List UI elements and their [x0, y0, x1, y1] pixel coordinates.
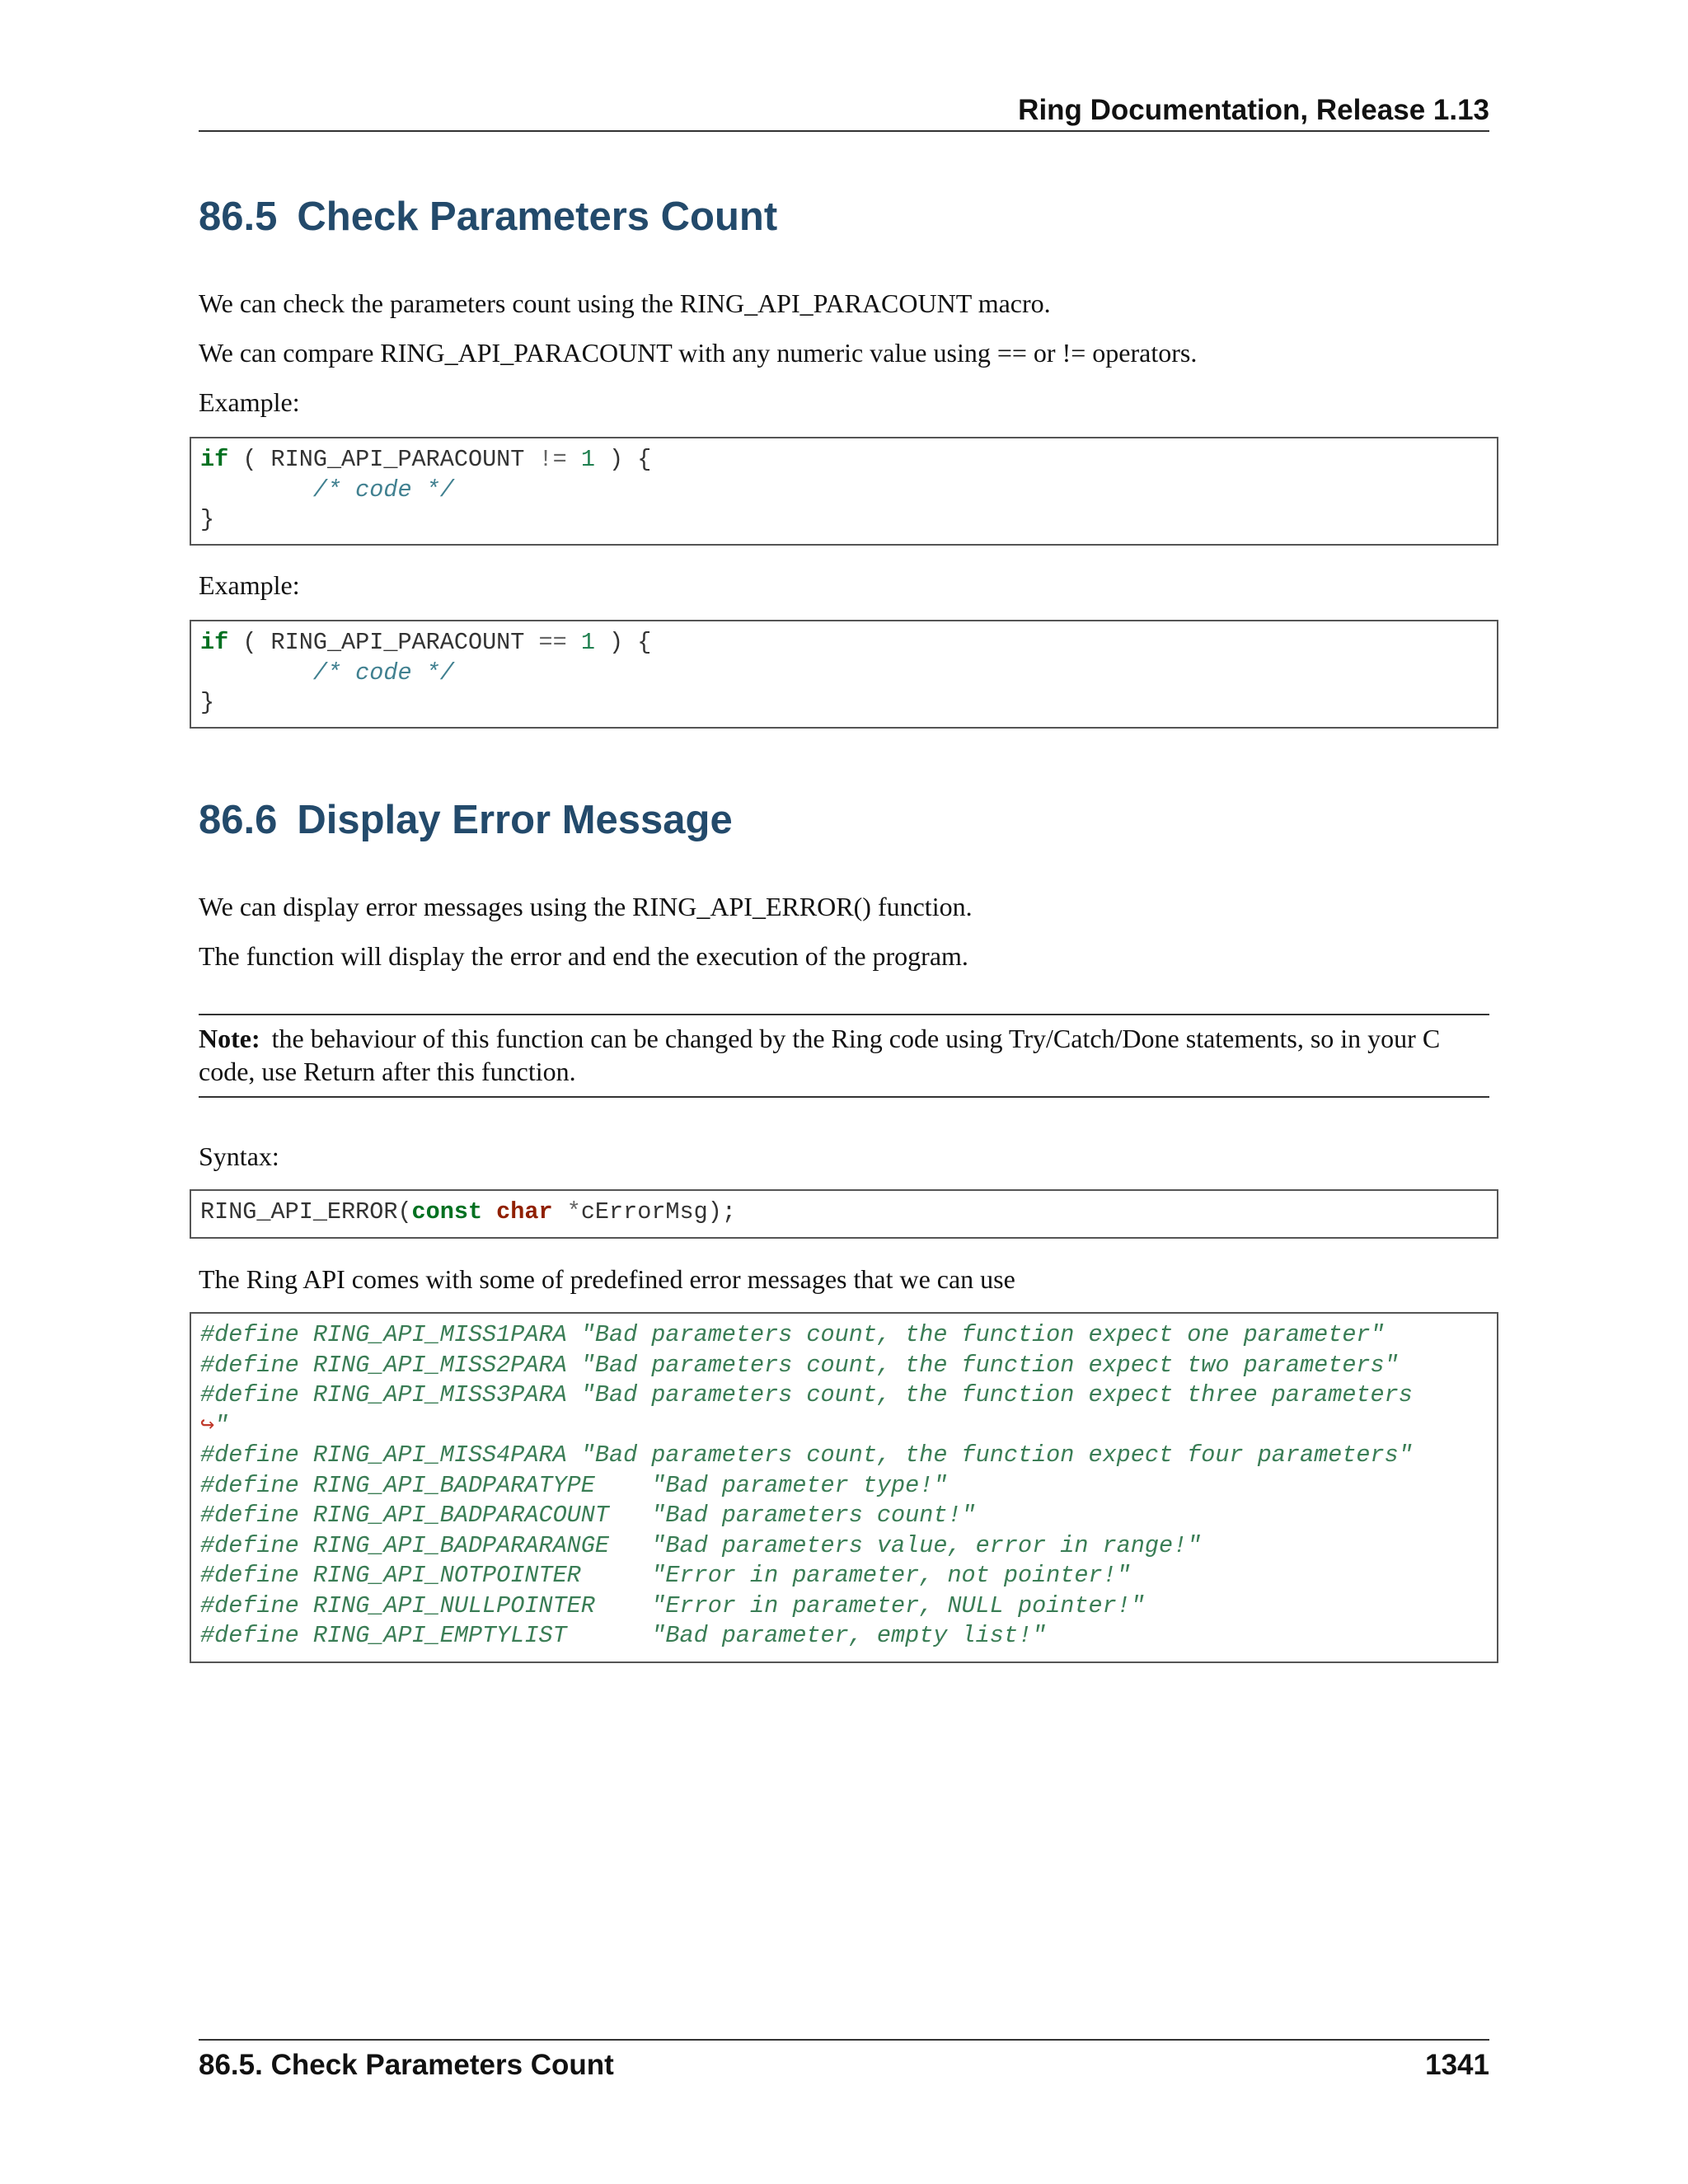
define-line: #define RING_API_MISS4PARA "Bad parameters count, the function expect four parameters"	[200, 1441, 1413, 1469]
define-line: #define RING_API_BADPARACOUNT "Bad parameters count!"	[200, 1502, 976, 1529]
code-text: }	[200, 506, 215, 533]
code-text: cErrorMsg);	[580, 1198, 736, 1226]
note-admonition	[199, 1014, 1489, 1098]
indent	[200, 659, 313, 687]
keyword: if	[200, 629, 229, 656]
type-keyword: char	[496, 1198, 553, 1226]
code-comment: /* code */	[312, 476, 454, 504]
define-line: #define RING_API_MISS1PARA "Bad parameters count, the function expect one parameter"	[200, 1321, 1385, 1348]
define-line-continuation: "	[214, 1411, 229, 1439]
code-text: RING_API_ERROR(	[200, 1198, 412, 1226]
footer-section-title: 86.5. Check Parameters Count	[199, 2049, 614, 2081]
code-block-syntax	[190, 1189, 1498, 1239]
keyword: if	[200, 446, 229, 473]
page-number: 1341	[1425, 2049, 1489, 2081]
code-block-paracount-eq	[190, 620, 1498, 729]
code-block-error-defines	[190, 1312, 1498, 1663]
note-label: Note:	[199, 1024, 260, 1053]
section-title: Check Parameters Count	[297, 194, 778, 239]
example-label: Example:	[199, 570, 300, 600]
operator: *	[566, 1198, 581, 1226]
paragraph: The Ring API comes with some of predefined error messages that we can use	[199, 1264, 1015, 1294]
define-line: #define RING_API_MISS3PARA "Bad parameters count, the function expect three parameters	[200, 1381, 1413, 1408]
operator: !=	[538, 446, 567, 473]
define-line: #define RING_API_EMPTYLIST "Bad parameter, empty list!"	[200, 1622, 1047, 1649]
line-wrap-icon: ↪	[200, 1411, 215, 1439]
number-literal: 1	[580, 446, 595, 473]
note-text: the behaviour of this function can be changed by the Ring code using Try/Catch/Done statements, so in your C code, use Return after this function.	[199, 1024, 1441, 1086]
code-text: ( RING_API_PARACOUNT	[228, 629, 539, 656]
code-text: }	[200, 689, 215, 716]
section-heading-86-6	[199, 797, 733, 843]
define-line: #define RING_API_NULLPOINTER "Error in parameter, NULL pointer!"	[200, 1591, 1145, 1619]
section-title: Display Error Message	[297, 798, 733, 842]
define-line: #define RING_API_MISS2PARA "Bad parameters count, the function expect two parameters"	[200, 1351, 1399, 1379]
code-comment: /* code */	[312, 658, 454, 687]
paragraph: The function will display the error and end the execution of the program.	[199, 941, 968, 971]
page-header	[199, 91, 1489, 132]
keyword: const	[411, 1198, 483, 1226]
code-text: ) {	[594, 629, 652, 656]
section-heading-86-5	[199, 194, 777, 240]
code-text: ( RING_API_PARACOUNT	[228, 446, 539, 473]
syntax-label: Syntax:	[199, 1141, 279, 1171]
define-line: #define RING_API_BADPARATYPE "Bad parameter type!"	[200, 1471, 948, 1499]
section-number: 86.5	[199, 194, 278, 239]
operator: ==	[538, 629, 567, 656]
define-line: #define RING_API_NOTPOINTER "Error in parameter, not pointer!"	[200, 1562, 1131, 1589]
paragraph: We can check the parameters count using the RING_API_PARACOUNT macro.	[199, 288, 1051, 318]
number-literal: 1	[580, 629, 595, 656]
example-label: Example:	[199, 387, 300, 417]
section-number: 86.6	[199, 798, 278, 842]
code-text: ) {	[594, 446, 652, 473]
paragraph: We can compare RING_API_PARACOUNT with any numeric value using == or != operators.	[199, 338, 1198, 368]
code-block-paracount-neq	[190, 437, 1498, 546]
doc-title: Ring Documentation, Release 1.13	[1018, 94, 1489, 126]
page-footer	[199, 2039, 1489, 2090]
paragraph: We can display error messages using the RING_API_ERROR() function.	[199, 892, 973, 921]
indent	[200, 476, 313, 504]
define-line: #define RING_API_BADPARARANGE "Bad parameters value, error in range!"	[200, 1531, 1202, 1559]
